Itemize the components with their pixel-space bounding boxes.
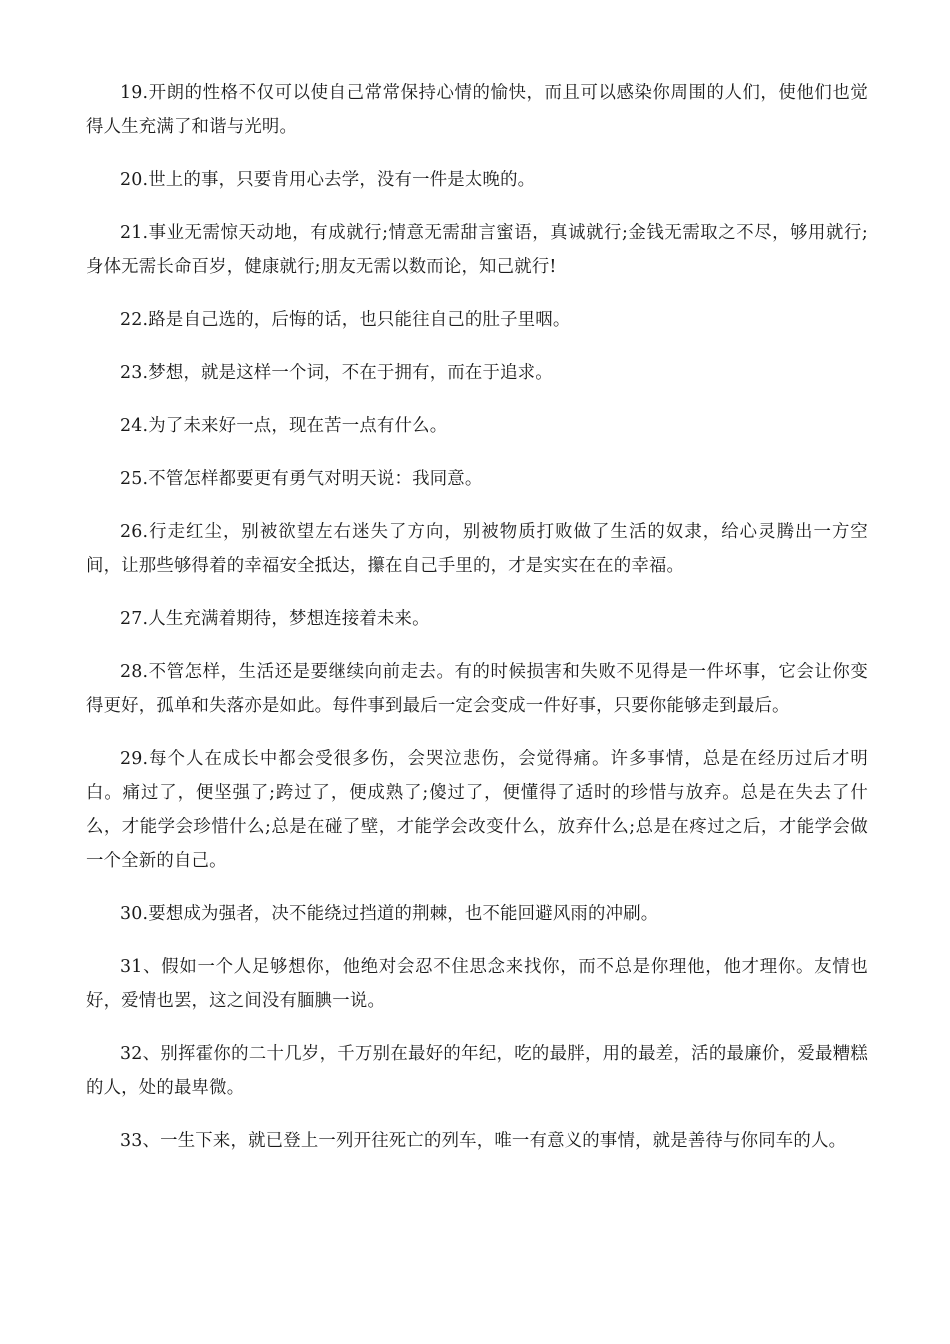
paragraph-29: 29.每个人在成长中都会受很多伤，会哭泣悲伤，会觉得痛。许多事情，总是在经历过后才明白。痛过了，便坚强了;跨过了，便成熟了;傻过了，便懂得了适时的珍惜与放弃。总是在失去了什么，才能学会珍惜什么;总是在碰了壁，才能学会改变什么，放弃什么;总是在疼过之后，才能学会做一个全新的自己。 [86, 749, 868, 871]
paragraph-25: 25.不管怎样都要更有勇气对明天说：我同意。 [120, 469, 483, 489]
paragraph-23: 23.梦想，就是这样一个词，不在于拥有，而在于追求。 [120, 363, 553, 383]
paragraph-31: 31、假如一个人足够想你，他绝对会忍不住思念来找你，而不总是你理他，他才理你。友情也好，爱情也罢，这之间没有腼腆一说。 [86, 957, 868, 1011]
paragraph-27: 27.人生充满着期待，梦想连接着未来。 [120, 609, 430, 629]
paragraph-24: 24.为了未来好一点，现在苦一点有什么。 [120, 416, 448, 436]
paragraph-33: 33、一生下来，就已登上一列开往死亡的列车，唯一有意义的事情，就是善待与你同车的人。 [120, 1131, 847, 1151]
paragraph-32: 32、别挥霍你的二十几岁，千万别在最好的年纪，吃的最胖，用的最差，活的最廉价，爱最糟糕的人，处的最卑微。 [86, 1044, 868, 1098]
paragraph-19: 19.开朗的性格不仅可以使自己常常保持心情的愉快，而且可以感染你周围的人们，使他们也觉得人生充满了和谐与光明。 [86, 83, 868, 137]
paragraph-20: 20.世上的事，只要肯用心去学，没有一件是太晚的。 [120, 170, 536, 190]
document-body [86, 76, 868, 1177]
paragraph-30: 30.要想成为强者，决不能绕过挡道的荆棘，也不能回避风雨的冲刷。 [120, 904, 659, 924]
paragraph-22: 22.路是自己选的，后悔的话，也只能往自己的肚子里咽。 [120, 310, 571, 330]
paragraph-21: 21.事业无需惊天动地，有成就行;情意无需甜言蜜语，真诚就行;金钱无需取之不尽，够用就行;身体无需长命百岁，健康就行;朋友无需以数而论，知己就行! [86, 223, 868, 277]
paragraph-26: 26.行走红尘，别被欲望左右迷失了方向，别被物质打败做了生活的奴隶，给心灵腾出一方空间，让那些够得着的幸福安全抵达，攥在自己手里的，才是实实在在的幸福。 [86, 522, 868, 576]
paragraph-28: 28.不管怎样，生活还是要继续向前走去。有的时候损害和失败不见得是一件坏事，它会让你变得更好，孤单和失落亦是如此。每件事到最后一定会变成一件好事，只要你能够走到最后。 [86, 662, 868, 716]
